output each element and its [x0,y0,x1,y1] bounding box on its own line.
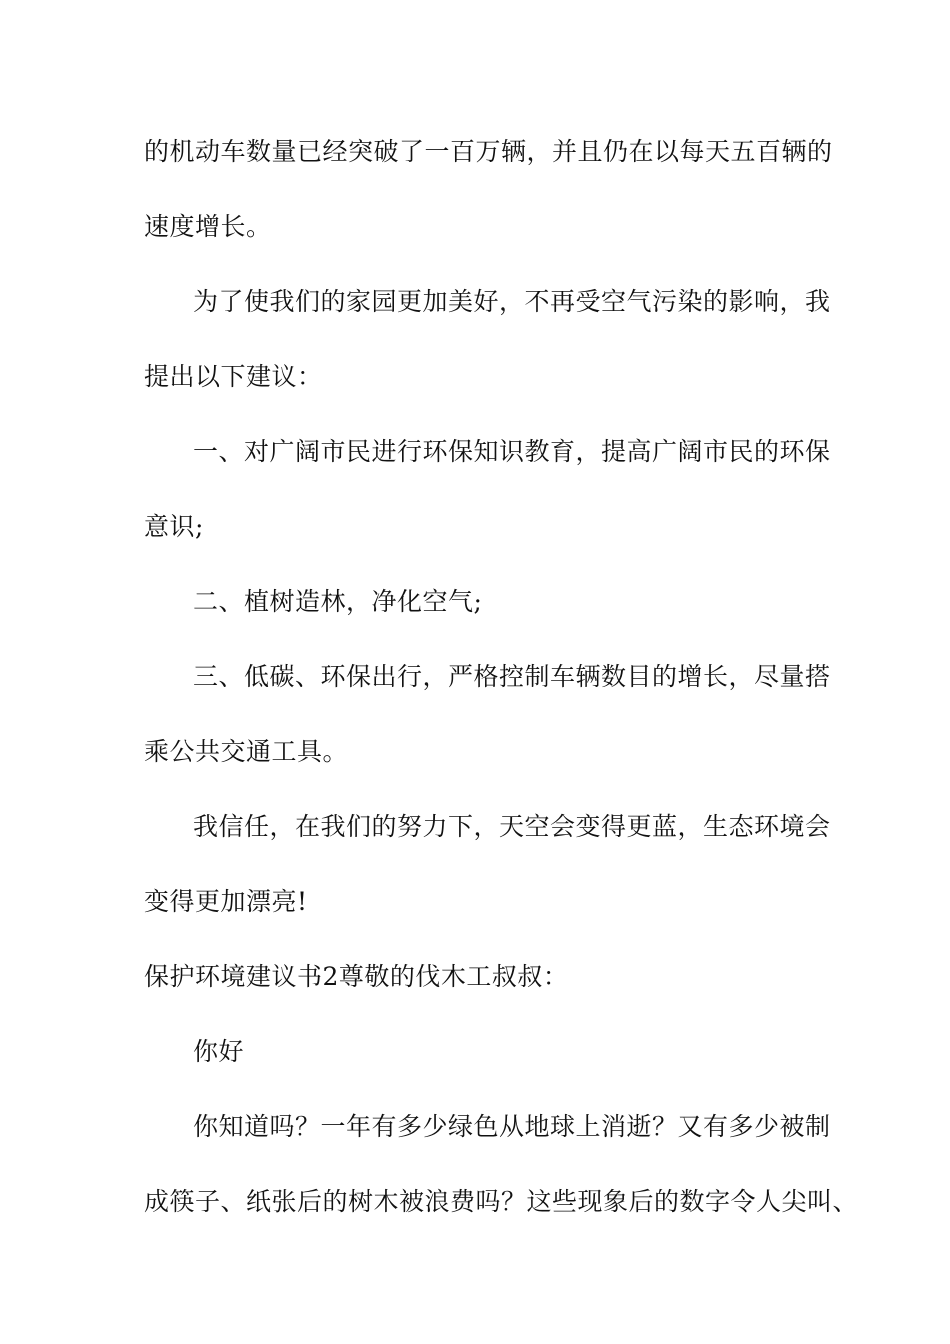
paragraph-line: 乘公共交通工具。 [144,737,349,766]
paragraph-line: 三、低碳、环保出行，严格控制车辆数目的增长，尽量搭 [193,662,831,691]
paragraph-line: 为了使我们的家园更加美好，不再受空气污染的影响，我 [193,287,831,316]
paragraph-line: 意识; [144,512,204,541]
paragraph-line: 二、植树造林，净化空气; [193,587,483,616]
paragraph-line: 我信任，在我们的努力下，天空会变得更蓝，生态环境会 [193,812,831,841]
section-heading-line: 保护环境建议书2尊敬的伐木工叔叔： [144,962,569,991]
paragraph-line: 提出以下建议： [144,362,323,391]
paragraph-line: 成筷子、纸张后的树木被浪费吗？这些现象后的数字令人尖叫、 [144,1187,859,1216]
paragraph-line: 你知道吗？一年有多少绿色从地球上消逝？又有多少被制 [193,1112,831,1141]
paragraph-line: 速度增长。 [144,212,272,241]
paragraph-line: 的机动车数量已经突破了一百万辆，并且仍在以每天五百辆的 [144,137,833,166]
greeting-line: 你好 [193,1037,245,1066]
paragraph-line: 一、对广阔市民进行环保知识教育，提高广阔市民的环保 [193,437,831,466]
paragraph-line: 变得更加漂亮! [144,887,308,916]
